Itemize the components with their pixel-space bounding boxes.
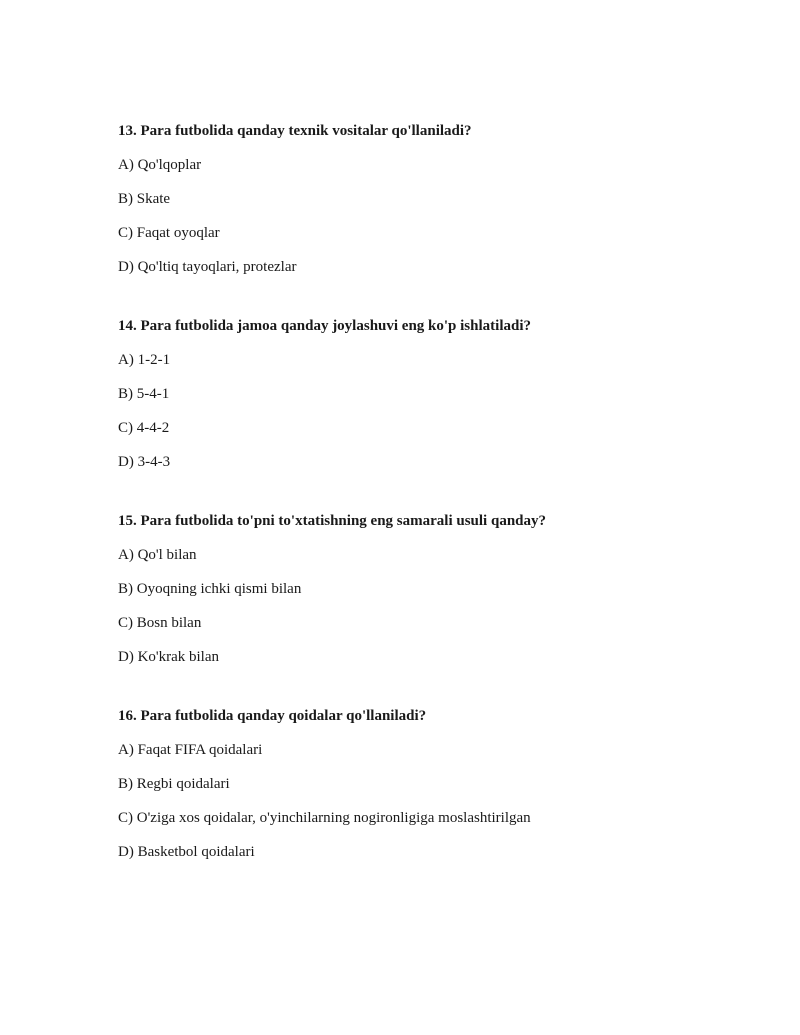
question-14 (118, 317, 758, 471)
answer-option-c: C) Bosn bilan (118, 615, 202, 631)
answer-option-c: C) O'ziga xos qoidalar, o'yinchilarning nogironligiga moslashtirilgan (118, 810, 531, 826)
answer-option-a: A) 1-2-1 (118, 352, 171, 368)
answer-option-a: A) Qo'l bilan (118, 547, 197, 563)
answer-option-c: C) 4-4-2 (118, 420, 170, 436)
question-title: 14. Para futbolida jamoa qanday joylashuvi eng ko'p ishlatiladi? (118, 318, 531, 334)
answer-option-b: B) Regbi qoidalari (118, 776, 230, 792)
answer-option-d: D) Ko'krak bilan (118, 649, 220, 665)
question-title: 13. Para futbolida qanday texnik vositalar qo'llaniladi? (118, 123, 472, 139)
answer-option-d: D) Qo'ltiq tayoqlari, protezlar (118, 259, 297, 275)
answer-option-c: C) Faqat oyoqlar (118, 225, 220, 241)
answer-option-b: B) 5-4-1 (118, 386, 170, 402)
answer-option-a: A) Qo'lqoplar (118, 157, 202, 173)
answer-option-b: B) Skate (118, 191, 171, 207)
answer-option-d: D) Basketbol qoidalari (118, 844, 255, 860)
question-13 (118, 122, 758, 276)
question-16 (118, 707, 758, 861)
answer-option-a: A) Faqat FIFA qoidalari (118, 742, 263, 758)
question-15 (118, 512, 758, 666)
question-title: 15. Para futbolida to'pni to'xtatishning eng samarali usuli qanday? (118, 513, 546, 529)
answer-option-d: D) 3-4-3 (118, 454, 171, 470)
answer-option-b: B) Oyoqning ichki qismi bilan (118, 581, 302, 597)
document-page (118, 122, 758, 902)
question-title: 16. Para futbolida qanday qoidalar qo'llaniladi? (118, 708, 427, 724)
